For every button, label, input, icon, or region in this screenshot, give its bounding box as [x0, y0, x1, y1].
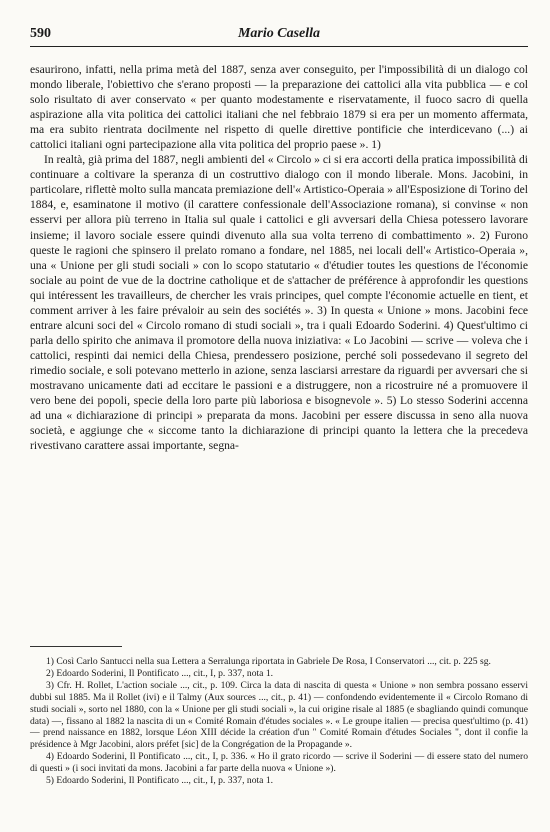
footnote: 5) Edoardo Soderini, Il Pontificato ..., cit., I, p. 337, nota 1.: [46, 775, 274, 787]
footnote: 1) Così Carlo Santucci nella sua Lettera a Serralunga riportata in Gabriele De Rosa, I Conservatori ..., cit. p. 225 sg.: [46, 656, 491, 667]
paragraph: esaurirono, infatti, nella prima metà del 1887, senza aver conseguito, per l'impossibilità di un dialogo col mondo liberale, l'obiettivo che s'erano proposti — la preparazione dei cattolici alla vita pubblica — e col solo risultato di aver conservato « per quanto modestamente e riservatamente, il fuoco sacro di quella aspirazione alla vita politica dei cattolici italiani che nel febbraio 1879 si era per un momento affermata, ma era subito rientrata docilmente nel rispetto di quelle direttive pontificie che interdicevano (...) ai cattolici italiani ogni partecipazione alla vita politica del proprio paese ». 1): [30, 63, 528, 152]
main-text: [30, 62, 528, 453]
running-title: Mario Casella: [237, 26, 321, 41]
paragraph: In realtà, già prima del 1887, negli ambienti del « Circolo » ci si era accorti della pratica impossibilità di continuare a coltivare la speranza di un costruttivo dialogo con il mondo liberale. Mons. Jacobini, in particolare, riflettè molto sulla mancata premiazione dell'« Artistico-Operaia » all'Esposizione di Torino del 1884, e, esaminatone il motivo (il carattere confessionale dell'Associazione romana), si convinse « non esservi per allora più terreno in Italia sul quale i cattolici e gli avversari della Chiesa potessero lavorare insieme; il lavoro sociale essere quindi divenuto alla sua volta terreno di combattimento ». 2) Furono queste le ragioni che spinsero il prelato romano a fondare, nel 1885, nei locali dell'« Artistico-Operaia », una « Unione per gli studi sociali » con lo scopo statutario « d'étudier toutes les questions de l'économie sociale au point de vue de la doctrine catholique et de s'attacher de préférence à approfondir les questions qui intéressent les travailleurs, de chercher les vrais principes, quel compte l'économie actuelle en tient, et comment arriver à les faire prévaloir au sein des sociétés ». 3) In questa « Unione » mons. Jacobini fece entrare alcuni soci del « Circolo romano di studi sociali », tra i quali Edoardo Soderini. 4) Quest'ultimo ci parla dello spirito che animava il promotore della nuova iniziativa: « Lo Jacobini — scrive — voleva che i cattolici, respinti dai nemici della Chiesa, prendessero posizione, perché soli possedevano il segreto del rimedio sociale, e soli potevano metterlo in azione, senza lasciarsi arrestare da riguardi per avversari che si mostravano unicamente dati ad eccitare le passioni e a distruggere, non a ricostruire né a promuovere il vero bene dei popoli, specie della loro parte più laboriosa e bisognevole ». 5) Lo stesso Soderini accenna ad una « dichiarazione di principi » preparata da mons. Jacobini per essere discussa in seno alla nuova società, e aggiunge che « siccome tanto la dichiarazione di principi quanto la lettera che la precedeva rivestivano carattere assai importante, segna-: [30, 153, 528, 453]
page-number: 590: [30, 26, 51, 41]
footnote: 2) Edoardo Soderini, Il Pontificato ..., cit., I, p. 337, nota 1.: [46, 667, 274, 679]
footnote: 4) Edoardo Soderini, Il Pontificato ..., cit., I, p. 336. « Ho il grato ricordo — scrive il Soderini — di essere stato del numero di questi » (i soci invitati da mons. Jacobini a far parte della nuova « Unione »).: [30, 751, 528, 775]
footnote-rule: [30, 646, 122, 647]
running-header: [30, 26, 528, 44]
footnotes: [30, 656, 528, 787]
footnote: 3) Cfr. H. Rollet, L'action sociale ..., cit., p. 109. Circa la data di nascita di questa « Unione » non sembra possano esservi dubbi sul 1885. Ma il Rollet (ivi) e il Talmy (Aux sources ..., cit., p. 41) — confondendo evidentemente il « Circolo Romano di studi sociali », sorto nel 1880, con la « Unione per gli studi sociali », la cui origine risale al 1885 (e sbagliando quindi comunque data) —, fissano al 1882 la nascita di un « Comité Romain d'études sociales ». « Le groupe italien — precisa quest'ultimo (p. 41) — prend naissance en 1882, lorsque Léon XIII décide la création d'un " Comité Romain d'études Sociales ", dont il confie la présidence à Mgr Jacobini, alors préfet [sic] de la Congrégation de la Propagande ».: [30, 679, 528, 751]
header-rule: [30, 46, 528, 47]
